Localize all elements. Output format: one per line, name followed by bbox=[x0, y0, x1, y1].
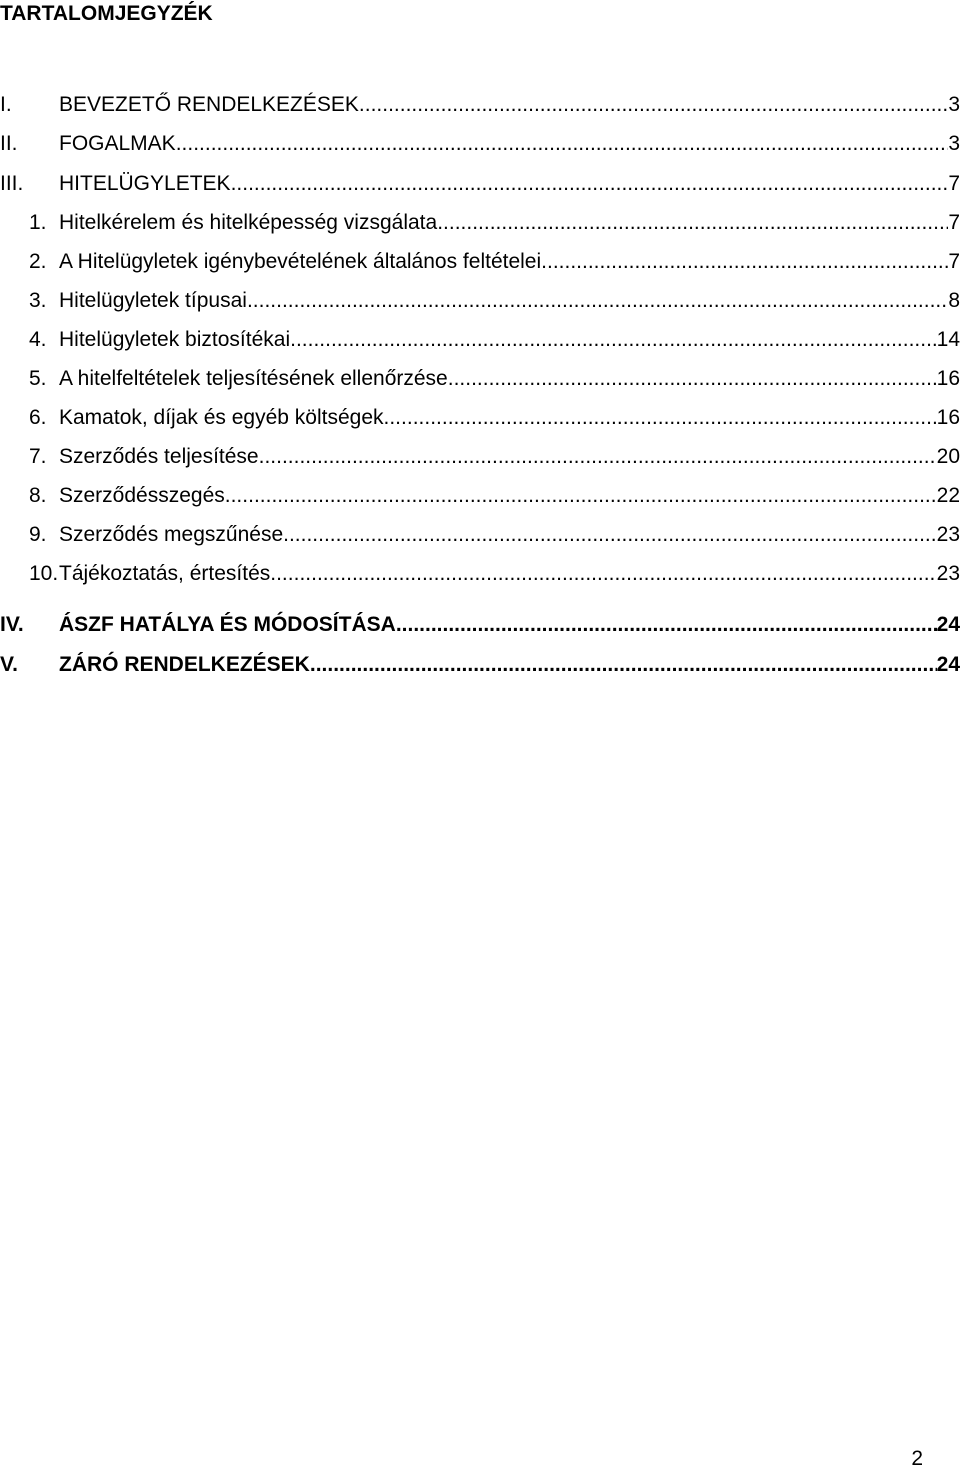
toc-leader-dots bbox=[396, 611, 937, 639]
toc-indent bbox=[0, 560, 59, 588]
toc-indent bbox=[0, 248, 59, 276]
toc-entry-page: 3 bbox=[948, 93, 960, 116]
toc-entry-number: 2. bbox=[29, 250, 47, 273]
toc-entry-page: 22 bbox=[936, 484, 960, 507]
toc-entry-label: Tájékoztatás, értesítés bbox=[59, 562, 271, 585]
toc-entry-label: Szerződés teljesítése bbox=[59, 445, 259, 468]
toc-entry-page: 7 bbox=[948, 211, 960, 234]
toc-entry-label: A Hitelügyletek igénybevételének általános feltételei bbox=[59, 250, 542, 273]
toc-entry-number: III. bbox=[0, 172, 24, 195]
toc-entry-number: 3. bbox=[29, 289, 47, 312]
toc-entry-label: Szerződésszegés bbox=[59, 484, 225, 507]
toc-leader-dots bbox=[541, 248, 948, 276]
toc-entry-number: V. bbox=[0, 653, 18, 676]
toc-entry-10[interactable] bbox=[0, 441, 960, 471]
toc-leader-dots bbox=[283, 521, 937, 549]
toc-entry-page: 23 bbox=[936, 562, 960, 585]
toc-entry-number: II. bbox=[0, 132, 18, 155]
toc-entry-number: IV. bbox=[0, 613, 24, 636]
toc-entry-page: 24 bbox=[936, 653, 960, 676]
toc-indent bbox=[0, 209, 59, 237]
page-number: 2 bbox=[911, 1447, 923, 1470]
toc-entry-label: FOGALMAK bbox=[59, 132, 176, 155]
toc-entry-number: 6. bbox=[29, 406, 47, 429]
toc-leader-dots bbox=[437, 209, 948, 237]
toc-entry-page: 24 bbox=[936, 613, 960, 636]
toc-entry-1[interactable] bbox=[0, 89, 960, 119]
toc-entry-number: 9. bbox=[29, 523, 47, 546]
toc-leader-dots bbox=[290, 326, 937, 354]
toc-entry-number: 10. bbox=[29, 562, 59, 585]
toc-entry-label: Hitelügyletek típusai bbox=[59, 289, 247, 312]
toc-leader-dots bbox=[231, 170, 949, 198]
toc-entry-label: HITELÜGYLETEK bbox=[59, 172, 231, 195]
toc-entry-label: Hitelkérelem és hitelképesség vizsgálata bbox=[59, 211, 438, 234]
toc-entry-label: ZÁRÓ RENDELKEZÉSEK bbox=[59, 653, 310, 676]
toc-entry-label: ÁSZF HATÁLYA ÉS MÓDOSÍTÁSA bbox=[59, 613, 396, 636]
toc-entry-label: Hitelügyletek biztosítékai bbox=[59, 328, 291, 351]
toc-entry-number: I. bbox=[0, 93, 12, 116]
toc-entry-page: 16 bbox=[936, 367, 960, 390]
toc-entry-label: BEVEZETŐ RENDELKEZÉSEK bbox=[59, 93, 359, 116]
toc-entry-number: 7. bbox=[29, 445, 47, 468]
toc-entry-page: 7 bbox=[948, 250, 960, 273]
toc-entry-page: 23 bbox=[936, 523, 960, 546]
toc-leader-dots bbox=[225, 482, 937, 510]
toc-entry-page: 20 bbox=[936, 445, 960, 468]
toc-entry-14[interactable] bbox=[0, 609, 960, 639]
toc-leader-dots bbox=[448, 365, 937, 393]
toc-entry-number: 8. bbox=[29, 484, 47, 507]
toc-leader-dots bbox=[247, 287, 948, 315]
toc-leader-dots bbox=[176, 130, 949, 158]
toc-entry-8[interactable] bbox=[0, 363, 960, 393]
toc-entry-page: 3 bbox=[948, 132, 960, 155]
toc-entry-page: 16 bbox=[936, 406, 960, 429]
toc-entry-2[interactable] bbox=[0, 128, 960, 158]
toc-indent bbox=[0, 287, 59, 315]
toc-entry-page: 8 bbox=[948, 289, 960, 312]
toc-entry-13[interactable] bbox=[0, 558, 960, 588]
toc-entry-number: 1. bbox=[29, 211, 47, 234]
toc-leader-dots bbox=[359, 91, 948, 119]
toc-indent bbox=[0, 482, 59, 510]
toc-entry-number: 4. bbox=[29, 328, 47, 351]
toc-entry-15[interactable] bbox=[0, 649, 960, 679]
toc-entry-page: 7 bbox=[948, 172, 960, 195]
toc-entry-label: Kamatok, díjak és egyéb költségek bbox=[59, 406, 384, 429]
toc-indent bbox=[0, 443, 59, 471]
toc-indent bbox=[0, 326, 59, 354]
toc-leader-dots bbox=[384, 404, 937, 432]
toc-entry-9[interactable] bbox=[0, 402, 960, 432]
toc-entry-label: A hitelfeltételek teljesítésének ellenőrzése bbox=[59, 367, 448, 390]
toc-entry-3[interactable] bbox=[0, 168, 960, 198]
toc-title: TARTALOMJEGYZÉK bbox=[0, 2, 213, 25]
toc-leader-dots bbox=[310, 651, 937, 679]
toc-entry-page: 14 bbox=[936, 328, 960, 351]
toc-indent bbox=[0, 521, 59, 549]
toc-entry-label: Szerződés megszűnése bbox=[59, 523, 284, 546]
toc-leader-dots bbox=[259, 443, 937, 471]
toc-entry-5[interactable] bbox=[0, 246, 960, 276]
toc-entry-11[interactable] bbox=[0, 480, 960, 510]
toc-entry-7[interactable] bbox=[0, 324, 960, 354]
toc-entry-12[interactable] bbox=[0, 519, 960, 549]
toc-indent bbox=[0, 365, 59, 393]
toc-entry-6[interactable] bbox=[0, 285, 960, 315]
toc-entry-number: 5. bbox=[29, 367, 47, 390]
toc-leader-dots bbox=[270, 560, 936, 588]
toc-entry-4[interactable] bbox=[0, 207, 960, 237]
toc-indent bbox=[0, 404, 59, 432]
